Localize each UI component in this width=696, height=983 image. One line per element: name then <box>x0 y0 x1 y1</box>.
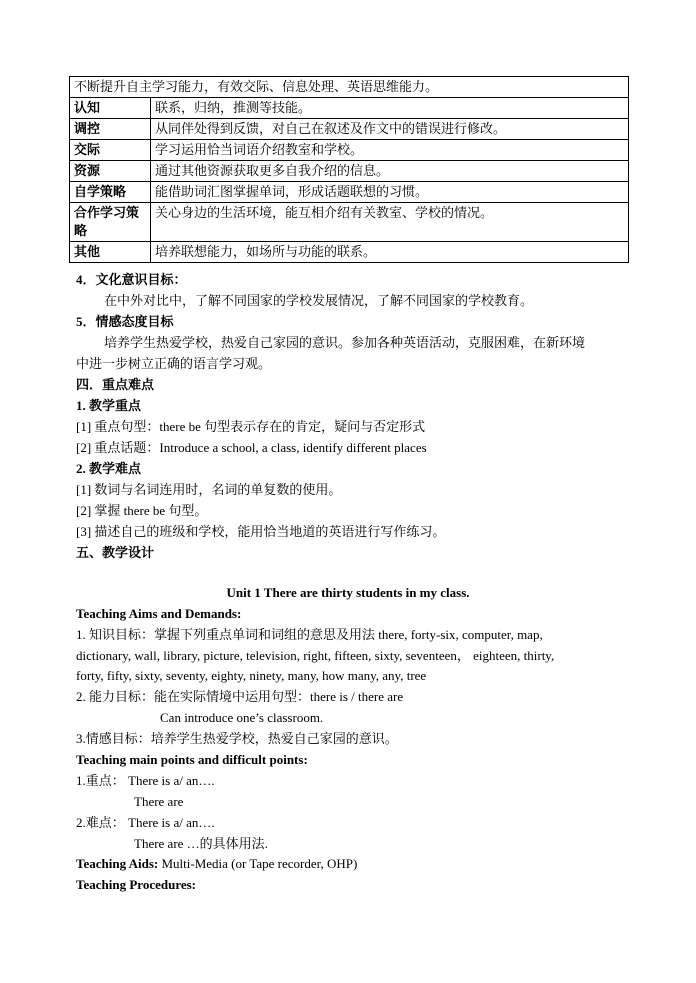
table-value: 通过其他资源获取更多自我介绍的信息。 <box>151 161 629 182</box>
table-row <box>70 182 629 203</box>
aim-item-cont: Can introduce one’s classroom. <box>160 710 324 725</box>
section-4-title: 4．文化意识目标： <box>76 272 187 287</box>
difficult-point-item: [2] 掌握 there be 句型。 <box>76 503 208 518</box>
section-5-text: 培养学生热爱学校，热爱自己家园的意识。参加各种英语活动，克服困难，在新环境 <box>104 335 586 350</box>
difficult-point-item: [3] 描述自己的班级和学校，能用恰当地道的英语进行写作练习。 <box>76 524 446 539</box>
table-intro-cell: 不断提升自主学习能力，有效交际、信息处理、英语思维能力。 <box>70 77 629 98</box>
table-key: 其他 <box>70 242 151 263</box>
table-row <box>70 77 629 98</box>
table-key: 认知 <box>70 98 151 119</box>
difficult-point-item: [1] 数词与名词连用时，名词的单复数的使用。 <box>76 482 342 497</box>
unit-title: Unit 1 There are thirty students in my class. <box>226 585 470 600</box>
aim-item: 2. 能力目标：能在实际情境中运用句型：there is / there are <box>76 689 404 704</box>
table-row <box>70 203 629 242</box>
aids-label: Teaching Aids: <box>76 856 159 871</box>
point-item: 1.重点： There is a/ an…. <box>76 773 215 788</box>
aids-text: Multi-Media (or Tape recorder, OHP) <box>158 856 358 871</box>
point-item-cont: There are <box>134 794 184 809</box>
table-value: 学习运用恰当词语介绍教室和学校。 <box>151 140 629 161</box>
strategy-table <box>69 76 629 263</box>
table-row <box>70 119 629 140</box>
key-point-item: [1] 重点句型：there be 句型表示存在的肯定，疑问与否定形式 <box>76 419 426 434</box>
key-points-heading: 1. 教学重点 <box>76 398 142 413</box>
difficult-points-heading: 2. 教学难点 <box>76 461 142 476</box>
aim-item-cont: forty, fifty, sixty, seventy, eighty, ninety, many, how many, any, tree <box>76 668 427 683</box>
table-value: 关心身边的生活环境，能互相介绍有关教室、学校的情况。 <box>151 203 629 242</box>
point-item: 2.难点： There is a/ an…. <box>76 815 215 830</box>
table-row <box>70 140 629 161</box>
section-5-text-cont: 中进一步树立正确的语言学习观。 <box>76 356 272 371</box>
teaching-aids <box>76 854 357 874</box>
table-value: 培养联想能力，如场所与功能的联系。 <box>151 242 629 263</box>
table-row <box>70 161 629 182</box>
table-row <box>70 242 629 263</box>
table-value: 从同伴处得到反馈，对自己在叙述及作文中的错误进行修改。 <box>151 119 629 140</box>
table-value: 联系，归纳，推测等技能。 <box>151 98 629 119</box>
points-title: Teaching main points and difficult points: <box>76 752 308 767</box>
table-key: 调控 <box>70 119 151 140</box>
aim-item: 1. 知识目标：掌握下列重点单词和词组的意思及用法 there, forty-six, computer, map, <box>76 627 543 642</box>
key-point-item: [2] 重点话题：Introduce a school, a class, identify different places <box>76 440 427 455</box>
aims-title: Teaching Aims and Demands: <box>76 606 242 621</box>
aim-item: 3.情感目标：培养学生热爱学校，热爱自己家园的意识。 <box>76 731 398 746</box>
section-4-text: 在中外对比中，了解不同国家的学校发展情况，了解不同国家的学校教育。 <box>104 293 534 308</box>
section-5-title: 5．情感态度目标 <box>76 314 174 329</box>
table-key: 自学策略 <box>70 182 151 203</box>
table-key: 合作学习策略 <box>70 203 151 242</box>
table-key: 资源 <box>70 161 151 182</box>
part-5-title: 五、教学设计 <box>76 545 155 560</box>
part-4-title: 四．重点难点 <box>76 377 155 392</box>
table-value: 能借助词汇图掌握单词，形成话题联想的习惯。 <box>151 182 629 203</box>
point-item-cont: There are …的具体用法. <box>134 836 268 851</box>
table-key: 交际 <box>70 140 151 161</box>
table-row <box>70 98 629 119</box>
procedures-title: Teaching Procedures: <box>76 877 197 892</box>
aim-item-cont: dictionary, wall, library, picture, television, right, fifteen, sixty, seventeen， eighteen, thirty, <box>76 648 555 663</box>
